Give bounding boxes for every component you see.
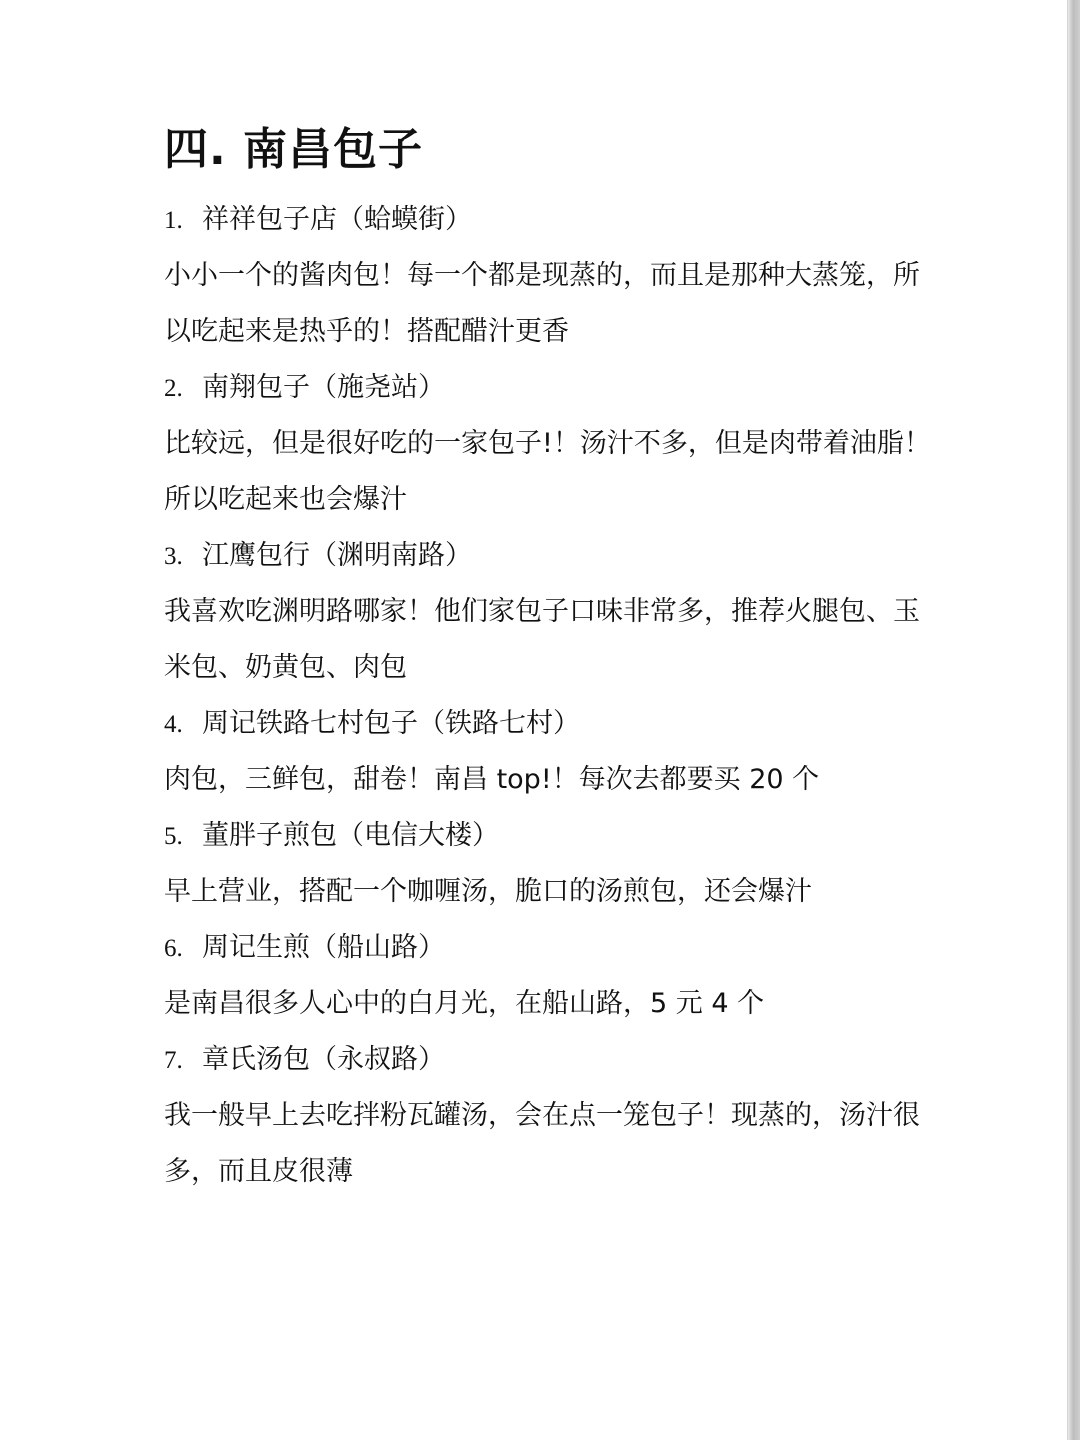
entry-heading — [164, 1032, 934, 1088]
shop-name: 周记铁路七村包子（铁路七村） — [202, 708, 580, 739]
shop-name: 祥祥包子店（蛤蟆街） — [202, 204, 472, 235]
list-item — [164, 696, 934, 808]
entry-heading — [164, 528, 934, 584]
entry-description-line: 多，而且皮很薄 — [164, 1156, 353, 1187]
shop-name: 江鹰包行（渊明南路） — [202, 540, 472, 571]
list-item — [164, 192, 934, 360]
shop-name: 章氏汤包（永叔路） — [202, 1044, 445, 1075]
entry-heading — [164, 360, 934, 416]
shop-name: 周记生煎（船山路） — [202, 932, 445, 963]
shop-name: 董胖子煎包（电信大楼） — [202, 820, 499, 851]
entry-description-line: 比较远，但是很好吃的一家包子!！汤汁不多，但是肉带着油脂！ — [164, 428, 931, 459]
list-item — [164, 528, 934, 696]
entry-heading — [164, 808, 934, 864]
entry-heading — [164, 696, 934, 752]
list-item — [164, 808, 934, 920]
entry-number: 5. — [164, 823, 183, 850]
entry-description-line: 是南昌很多人心中的白月光，在船山路，5 元 4 个 — [164, 988, 765, 1019]
scrollbar-edge — [1068, 0, 1080, 1440]
document-content — [164, 118, 934, 1200]
entry-number: 6. — [164, 935, 183, 962]
entry-heading — [164, 920, 934, 976]
entry-number: 4. — [164, 711, 183, 738]
list-item — [164, 360, 934, 528]
entry-list — [164, 192, 934, 1200]
page-title: 四. 南昌包子 — [164, 124, 424, 175]
entry-number: 1. — [164, 207, 183, 234]
entry-number: 2. — [164, 375, 183, 402]
list-item — [164, 920, 934, 1032]
entry-description-line: 小小一个的酱肉包！每一个都是现蒸的，而且是那种大蒸笼，所 — [164, 260, 920, 291]
entry-description-line: 米包、奶黄包、肉包 — [164, 652, 407, 683]
entry-description-line: 我喜欢吃渊明路哪家！他们家包子口味非常多，推荐火腿包、玉 — [164, 596, 920, 627]
entry-description-line: 所以吃起来也会爆汁 — [164, 484, 407, 515]
list-item — [164, 1032, 934, 1200]
entry-description-line: 以吃起来是热乎的！搭配醋汁更香 — [164, 316, 569, 347]
entry-number: 3. — [164, 543, 183, 570]
entry-description-line: 肉包，三鲜包，甜卷！南昌 top!！每次去都要买 20 个 — [164, 764, 820, 795]
entry-description-line: 我一般早上去吃拌粉瓦罐汤，会在点一笼包子！现蒸的，汤汁很 — [164, 1100, 920, 1131]
shop-name: 南翔包子（施尧站） — [202, 372, 445, 403]
entry-heading — [164, 192, 934, 248]
entry-description-line: 早上营业，搭配一个咖喱汤，脆口的汤煎包，还会爆汁 — [164, 876, 812, 907]
entry-number: 7. — [164, 1047, 183, 1074]
